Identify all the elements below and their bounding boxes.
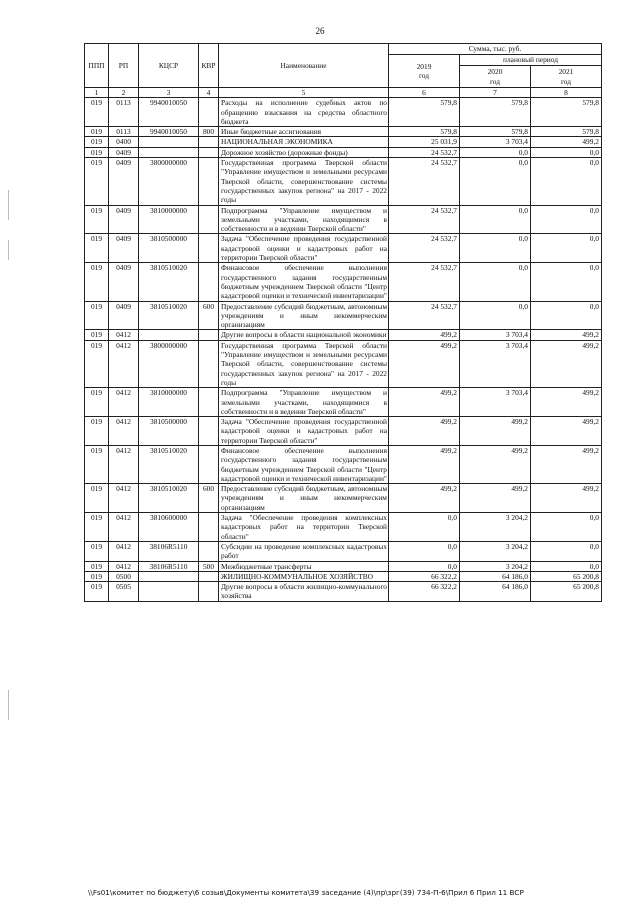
cell-ppp: 019 bbox=[85, 127, 109, 137]
column-index: 2 bbox=[109, 88, 139, 98]
cell-name: Другие вопросы в области жилищно-коммунального хозяйства bbox=[219, 582, 389, 602]
cell-rp: 0409 bbox=[109, 158, 139, 205]
cell-kcsr: 3810510020 bbox=[139, 484, 199, 513]
cell-amount-2021: 499,2 bbox=[531, 340, 602, 387]
cell-kcsr: 3810000000 bbox=[139, 388, 199, 417]
cell-amount-2021: 499,2 bbox=[531, 417, 602, 446]
cell-rp: 0412 bbox=[109, 388, 139, 417]
cell-amount-2020: 0,0 bbox=[460, 234, 531, 263]
table-row bbox=[85, 205, 602, 234]
cell-name: Предоставление субсидий бюджетным, автономным учреждениям и иным некоммерческим организациям bbox=[219, 301, 389, 330]
cell-amount-2021: 0,0 bbox=[531, 301, 602, 330]
cell-kvr bbox=[199, 263, 219, 301]
cell-rp: 0412 bbox=[109, 330, 139, 340]
table-row bbox=[85, 127, 602, 137]
scan-margin-mark bbox=[8, 690, 9, 720]
cell-amount-2019: 24 532,7 bbox=[389, 234, 460, 263]
cell-amount-2021: 579,8 bbox=[531, 127, 602, 137]
cell-rp: 0409 bbox=[109, 147, 139, 157]
cell-ppp: 019 bbox=[85, 417, 109, 446]
cell-amount-2020: 499,2 bbox=[460, 484, 531, 513]
header-2021-god: год bbox=[560, 76, 572, 86]
cell-ppp: 019 bbox=[85, 582, 109, 602]
cell-amount-2021: 0,0 bbox=[531, 263, 602, 301]
cell-amount-2021: 579,8 bbox=[531, 98, 602, 127]
cell-kcsr: 9940010050 bbox=[139, 98, 199, 127]
cell-rp: 0412 bbox=[109, 340, 139, 387]
cell-rp: 0400 bbox=[109, 137, 139, 147]
cell-amount-2020: 3 703,4 bbox=[460, 330, 531, 340]
cell-name: НАЦИОНАЛЬНАЯ ЭКОНОМИКА bbox=[219, 137, 389, 147]
cell-amount-2019: 25 031,9 bbox=[389, 137, 460, 147]
cell-amount-2021: 499,2 bbox=[531, 388, 602, 417]
cell-kcsr: 3810510020 bbox=[139, 445, 199, 483]
header-2021-year: 2021 bbox=[558, 67, 574, 77]
table-row bbox=[85, 561, 602, 571]
header-2019-god: год bbox=[418, 71, 430, 80]
header-2019 bbox=[389, 55, 460, 88]
cell-amount-2020: 0,0 bbox=[460, 205, 531, 234]
header-planned-period: плановый период bbox=[460, 55, 602, 66]
cell-kvr bbox=[199, 330, 219, 340]
cell-amount-2019: 0,0 bbox=[389, 561, 460, 571]
cell-rp: 0505 bbox=[109, 582, 139, 602]
cell-rp: 0113 bbox=[109, 98, 139, 127]
cell-kvr bbox=[199, 147, 219, 157]
cell-kcsr bbox=[139, 137, 199, 147]
column-index: 7 bbox=[460, 88, 531, 98]
cell-ppp: 019 bbox=[85, 445, 109, 483]
cell-amount-2019: 24 532,7 bbox=[389, 263, 460, 301]
cell-amount-2020: 3 703,4 bbox=[460, 340, 531, 387]
cell-amount-2019: 499,2 bbox=[389, 340, 460, 387]
file-path-footer: \\Fs01\комитет по бюджету\6 созыв\Документы комитета\39 заседание (4)\пр\зрг(39) 734-П-6\Прил 6 Прил 11 ВСР bbox=[88, 888, 524, 897]
cell-kcsr: 38106R5110 bbox=[139, 561, 199, 571]
cell-amount-2021: 0,0 bbox=[531, 234, 602, 263]
header-name: Наименование bbox=[219, 44, 389, 88]
header-sum: Сумма, тыс. руб. bbox=[389, 44, 602, 55]
cell-rp: 0409 bbox=[109, 263, 139, 301]
cell-kcsr bbox=[139, 582, 199, 602]
cell-name: Государственная программа Тверской области "Управление имуществом и земельными ресурсами Тверской области, совершенствование системы государственных закупок региона" на 2017 - 2022 годы bbox=[219, 340, 389, 387]
cell-rp: 0409 bbox=[109, 301, 139, 330]
cell-name: Подпрограмма "Управление имуществом и земельными участками, находящимися в собственности и в ведении Тверской области" bbox=[219, 205, 389, 234]
header-ppp: ППП bbox=[85, 44, 109, 88]
cell-rp: 0412 bbox=[109, 484, 139, 513]
header-kvr: КВР bbox=[199, 44, 219, 88]
table-row bbox=[85, 388, 602, 417]
table-row bbox=[85, 513, 602, 542]
cell-kvr bbox=[199, 582, 219, 602]
cell-ppp: 019 bbox=[85, 137, 109, 147]
cell-kcsr bbox=[139, 147, 199, 157]
cell-amount-2019: 499,2 bbox=[389, 417, 460, 446]
cell-kvr: 800 bbox=[199, 127, 219, 137]
cell-amount-2020: 0,0 bbox=[460, 301, 531, 330]
cell-amount-2021: 499,2 bbox=[531, 330, 602, 340]
cell-ppp: 019 bbox=[85, 205, 109, 234]
cell-name: Задача "Обеспечение проведения государственной кадастровой оценки и кадастровых работ на территории Тверской области" bbox=[219, 234, 389, 263]
cell-amount-2019: 499,2 bbox=[389, 445, 460, 483]
cell-amount-2019: 66 322,2 bbox=[389, 571, 460, 581]
cell-name: Финансовое обеспечение выполнения государственного задания государственным бюджетным учреждением Тверской области "Центр кадастровой оценки и технической инвентаризации" bbox=[219, 445, 389, 483]
cell-ppp: 019 bbox=[85, 158, 109, 205]
cell-amount-2019: 24 532,7 bbox=[389, 301, 460, 330]
cell-amount-2020: 3 204,2 bbox=[460, 513, 531, 542]
cell-rp: 0113 bbox=[109, 127, 139, 137]
header-2019-year: 2019 bbox=[416, 61, 432, 71]
table-row bbox=[85, 234, 602, 263]
table-row bbox=[85, 582, 602, 602]
cell-kvr bbox=[199, 340, 219, 387]
cell-name: Государственная программа Тверской области "Управление имуществом и земельными ресурсами Тверской области, совершенствование системы государственных закупок региона" на 2017 - 2022 годы bbox=[219, 158, 389, 205]
cell-amount-2021: 65 200,8 bbox=[531, 571, 602, 581]
column-index: 4 bbox=[199, 88, 219, 98]
cell-kcsr: 3810510020 bbox=[139, 301, 199, 330]
cell-name: Другие вопросы в области национальной экономики bbox=[219, 330, 389, 340]
cell-ppp: 019 bbox=[85, 541, 109, 561]
cell-amount-2020: 3 703,4 bbox=[460, 137, 531, 147]
cell-name: Задача "Обеспечение проведения комплексных кадастровых работ на территории Тверской области" bbox=[219, 513, 389, 542]
column-index-row bbox=[85, 88, 602, 98]
cell-kcsr bbox=[139, 330, 199, 340]
table-row bbox=[85, 541, 602, 561]
column-index: 8 bbox=[531, 88, 602, 98]
cell-kvr bbox=[199, 205, 219, 234]
cell-ppp: 019 bbox=[85, 571, 109, 581]
cell-ppp: 019 bbox=[85, 147, 109, 157]
column-index: 1 bbox=[85, 88, 109, 98]
budget-table bbox=[84, 43, 602, 602]
cell-amount-2020: 499,2 bbox=[460, 445, 531, 483]
table-row bbox=[85, 571, 602, 581]
cell-kvr bbox=[199, 158, 219, 205]
cell-ppp: 019 bbox=[85, 330, 109, 340]
cell-name: Иные бюджетные ассигнования bbox=[219, 127, 389, 137]
table-row bbox=[85, 417, 602, 446]
cell-ppp: 019 bbox=[85, 98, 109, 127]
table-row bbox=[85, 340, 602, 387]
cell-amount-2021: 0,0 bbox=[531, 205, 602, 234]
table-row bbox=[85, 484, 602, 513]
header-2020-year: 2020 bbox=[487, 67, 503, 77]
cell-kvr: 600 bbox=[199, 301, 219, 330]
cell-kvr bbox=[199, 571, 219, 581]
page-number: 26 bbox=[315, 26, 325, 36]
scan-margin-mark bbox=[8, 190, 9, 220]
cell-amount-2021: 499,2 bbox=[531, 137, 602, 147]
cell-amount-2019: 24 532,7 bbox=[389, 158, 460, 205]
cell-amount-2019: 24 532,7 bbox=[389, 147, 460, 157]
column-index: 5 bbox=[219, 88, 389, 98]
header-2021 bbox=[531, 66, 602, 88]
table-row bbox=[85, 263, 602, 301]
cell-amount-2020: 64 186,0 bbox=[460, 571, 531, 581]
cell-name: Субсидии на проведение комплексных кадастровых работ bbox=[219, 541, 389, 561]
cell-rp: 0412 bbox=[109, 445, 139, 483]
cell-kvr bbox=[199, 388, 219, 417]
header-rp: РП bbox=[109, 44, 139, 88]
header-2020 bbox=[460, 66, 531, 88]
cell-amount-2021: 499,2 bbox=[531, 484, 602, 513]
cell-kvr bbox=[199, 234, 219, 263]
header-kcsr: КЦСР bbox=[139, 44, 199, 88]
cell-kcsr: 38106R5110 bbox=[139, 541, 199, 561]
cell-rp: 0412 bbox=[109, 513, 139, 542]
cell-amount-2019: 499,2 bbox=[389, 330, 460, 340]
cell-ppp: 019 bbox=[85, 340, 109, 387]
cell-name: Дорожное хозяйство (дорожные фонды) bbox=[219, 147, 389, 157]
table-row bbox=[85, 445, 602, 483]
cell-amount-2021: 0,0 bbox=[531, 513, 602, 542]
cell-amount-2020: 0,0 bbox=[460, 158, 531, 205]
cell-kcsr: 3800000000 bbox=[139, 158, 199, 205]
cell-kcsr bbox=[139, 571, 199, 581]
cell-rp: 0500 bbox=[109, 571, 139, 581]
cell-amount-2021: 0,0 bbox=[531, 158, 602, 205]
cell-kcsr: 3810500000 bbox=[139, 234, 199, 263]
cell-kcsr: 3810500000 bbox=[139, 417, 199, 446]
cell-amount-2021: 0,0 bbox=[531, 147, 602, 157]
cell-kvr bbox=[199, 541, 219, 561]
cell-amount-2019: 66 322,2 bbox=[389, 582, 460, 602]
column-index: 3 bbox=[139, 88, 199, 98]
cell-ppp: 019 bbox=[85, 263, 109, 301]
cell-amount-2021: 0,0 bbox=[531, 561, 602, 571]
cell-amount-2020: 499,2 bbox=[460, 417, 531, 446]
cell-amount-2020: 0,0 bbox=[460, 147, 531, 157]
cell-ppp: 019 bbox=[85, 388, 109, 417]
cell-kcsr: 9940010050 bbox=[139, 127, 199, 137]
table-row bbox=[85, 301, 602, 330]
cell-amount-2019: 0,0 bbox=[389, 541, 460, 561]
header-2020-god: год bbox=[489, 76, 501, 86]
cell-amount-2020: 3 703,4 bbox=[460, 388, 531, 417]
cell-amount-2019: 0,0 bbox=[389, 513, 460, 542]
cell-amount-2020: 3 204,2 bbox=[460, 561, 531, 571]
cell-amount-2021: 0,0 bbox=[531, 541, 602, 561]
cell-amount-2020: 579,8 bbox=[460, 127, 531, 137]
cell-kcsr: 3800000000 bbox=[139, 340, 199, 387]
cell-kvr bbox=[199, 137, 219, 147]
table-row bbox=[85, 137, 602, 147]
cell-ppp: 019 bbox=[85, 484, 109, 513]
cell-kcsr: 3810000000 bbox=[139, 205, 199, 234]
cell-amount-2021: 65 200,8 bbox=[531, 582, 602, 602]
table-header bbox=[85, 44, 602, 88]
cell-ppp: 019 bbox=[85, 513, 109, 542]
table-row bbox=[85, 330, 602, 340]
cell-rp: 0409 bbox=[109, 234, 139, 263]
cell-amount-2019: 579,8 bbox=[389, 98, 460, 127]
cell-amount-2020: 64 186,0 bbox=[460, 582, 531, 602]
cell-rp: 0412 bbox=[109, 417, 139, 446]
cell-name: Расходы на исполнение судебных актов по обращению взыскания на средства областного бюджета bbox=[219, 98, 389, 127]
cell-kcsr: 3810510020 bbox=[139, 263, 199, 301]
cell-kvr: 500 bbox=[199, 561, 219, 571]
table-row bbox=[85, 158, 602, 205]
cell-name: Подпрограмма "Управление имуществом и земельными участками, находящимися в собственности и в ведении Тверской области" bbox=[219, 388, 389, 417]
cell-kcsr: 3810600000 bbox=[139, 513, 199, 542]
cell-amount-2021: 499,2 bbox=[531, 445, 602, 483]
cell-name: ЖИЛИЩНО-КОММУНАЛЬНОЕ ХОЗЯЙСТВО bbox=[219, 571, 389, 581]
cell-name: Предоставление субсидий бюджетным, автономным учреждениям и иным некоммерческим организациям bbox=[219, 484, 389, 513]
column-index: 6 bbox=[389, 88, 460, 98]
cell-rp: 0412 bbox=[109, 561, 139, 571]
table-row bbox=[85, 147, 602, 157]
cell-amount-2020: 3 204,2 bbox=[460, 541, 531, 561]
cell-ppp: 019 bbox=[85, 234, 109, 263]
cell-amount-2019: 499,2 bbox=[389, 484, 460, 513]
table-row bbox=[85, 98, 602, 127]
cell-kvr: 600 bbox=[199, 484, 219, 513]
cell-kvr bbox=[199, 513, 219, 542]
cell-amount-2019: 24 532,7 bbox=[389, 205, 460, 234]
scan-margin-mark bbox=[8, 240, 9, 260]
cell-ppp: 019 bbox=[85, 561, 109, 571]
cell-kvr bbox=[199, 445, 219, 483]
table-body bbox=[85, 88, 602, 602]
cell-amount-2020: 0,0 bbox=[460, 263, 531, 301]
cell-name: Межбюджетные трансферты bbox=[219, 561, 389, 571]
cell-rp: 0409 bbox=[109, 205, 139, 234]
cell-amount-2020: 579,8 bbox=[460, 98, 531, 127]
cell-ppp: 019 bbox=[85, 301, 109, 330]
cell-rp: 0412 bbox=[109, 541, 139, 561]
cell-name: Финансовое обеспечение выполнения государственного задания государственным бюджетным учреждением Тверской области "Центр кадастровой оценки и технической инвентаризации" bbox=[219, 263, 389, 301]
cell-amount-2019: 579,8 bbox=[389, 127, 460, 137]
cell-kvr bbox=[199, 98, 219, 127]
cell-amount-2019: 499,2 bbox=[389, 388, 460, 417]
cell-kvr bbox=[199, 417, 219, 446]
cell-name: Задача "Обеспечение проведения государственной кадастровой оценки и кадастровых работ на территории Тверской области" bbox=[219, 417, 389, 446]
